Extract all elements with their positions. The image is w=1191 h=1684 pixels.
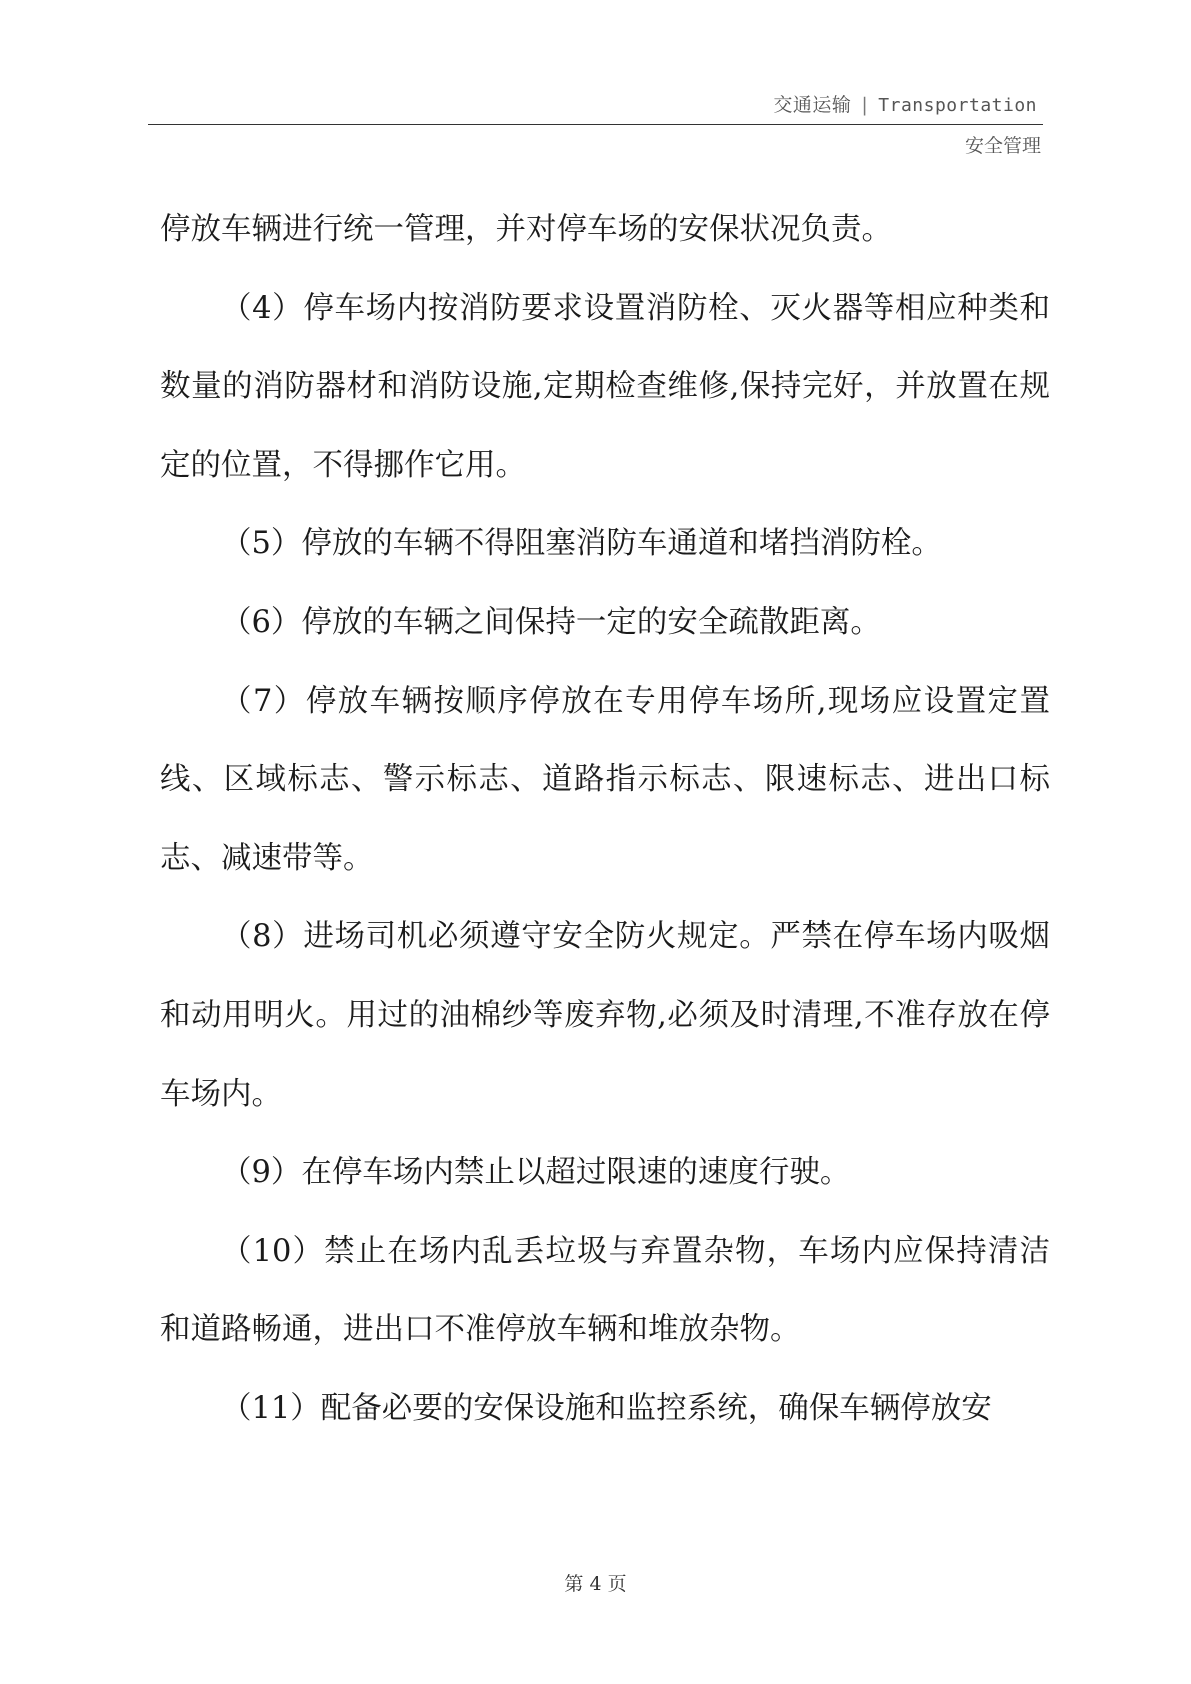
paragraph: （9）在停车场内禁止以超过限速的速度行驶。 <box>221 1155 851 1191</box>
paragraph: （10）禁止在场内乱丢垃圾与弃置杂物，车场内应保持清洁和道路畅通，进出口不准停放车辆和堆放杂物。 <box>160 1233 1050 1348</box>
paragraph: （4）停车场内按消防要求设置消防栓、灭火器等相应种类和数量的消防器材和消防设施,定期检查维修,保持完好，并放置在规定的位置，不得挪作它用。 <box>160 290 1050 483</box>
paragraph: （7）停放车辆按顺序停放在专用停车场所,现场应设置定置线、区域标志、警示标志、道路指示标志、限速标志、进出口标志、减速带等。 <box>160 683 1050 876</box>
header-divider <box>148 124 1043 125</box>
running-header <box>773 90 1037 117</box>
body-content <box>160 191 1050 1449</box>
page-number: 第 4 页 <box>564 1573 627 1595</box>
paragraph: （6）停放的车辆之间保持一定的安全疏散距离。 <box>221 604 881 640</box>
paragraph: （5）停放的车辆不得阻塞消防车通道和堵挡消防栓。 <box>221 526 942 562</box>
header-category-cn: 交通运输 <box>773 94 852 116</box>
header-separator: | <box>861 94 869 116</box>
header-category-en: Transportation <box>878 95 1037 116</box>
paragraph: 停放车辆进行统一管理，并对停车场的安保状况负责。 <box>160 212 892 247</box>
paragraph: （11）配备必要的安保设施和监控系统，确保车辆停放安 <box>221 1390 992 1426</box>
paragraph: （8）进场司机必须遵守安全防火规定。严禁在停车场内吸烟和动用明火。用过的油棉纱等废弃物,必须及时清理,不准存放在停车场内。 <box>160 919 1050 1112</box>
header-subtitle: 安全管理 <box>964 135 1041 157</box>
